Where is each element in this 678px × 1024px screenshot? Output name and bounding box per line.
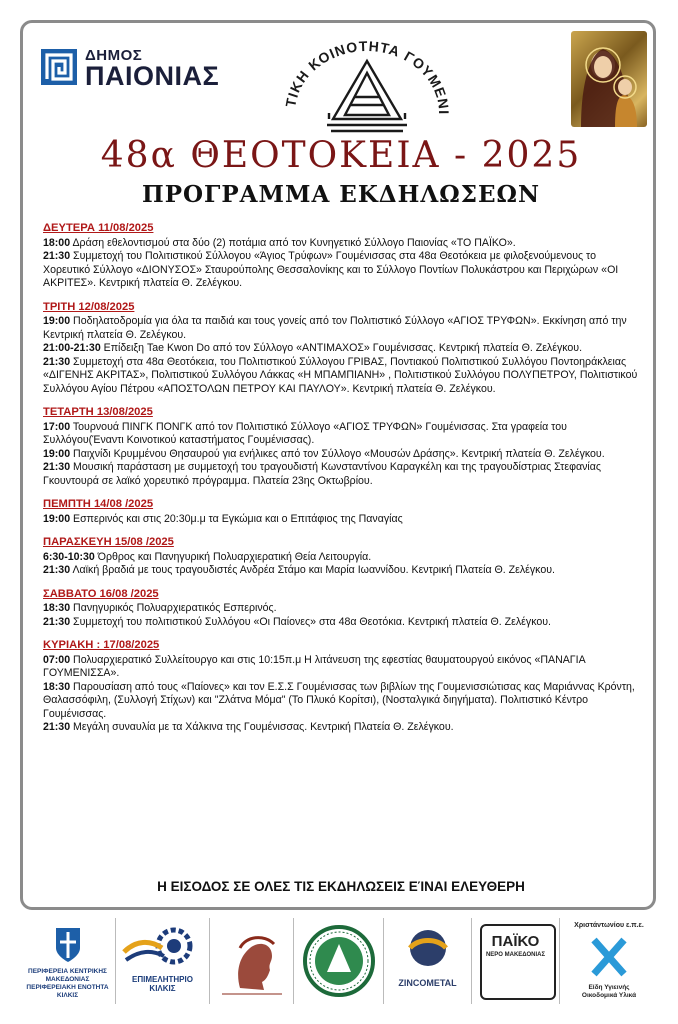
day-title: ΤΡΙΤΗ 12/08/2025 — [43, 300, 135, 313]
meander-icon — [39, 45, 79, 91]
day-title: ΠΑΡΑΣΚΕΥΗ 15/08 /2025 — [43, 536, 174, 548]
sponsor-paiko-sub: ΝΕΡΟ ΜΑΚΕΔΟΝΙΑΣ — [485, 952, 546, 958]
sponsor-cultural-association — [294, 918, 384, 1004]
sponsor-cultural-club — [210, 918, 294, 1004]
event: 18:30 Πανηγυρικός Πολυαρχιερατικός Εσπερινός. — [43, 602, 277, 614]
sponsor-paiko — [472, 918, 560, 1004]
gear-icon — [116, 918, 210, 974]
day-thursday — [43, 498, 639, 526]
event: 21:30 Μεγάλη συναυλία με τα Χάλκινα της Γουμένισσας. Κεντρική Πλατεία Θ. Ζελέγκου. — [43, 721, 454, 733]
poster — [20, 20, 656, 910]
sponsor-paiko-name: ΠΑΪΚΟ — [491, 933, 540, 950]
virgin-mary-icon — [571, 31, 647, 127]
day-monday — [43, 222, 639, 291]
event: 21:30 Συμμετοχή του Πολιτιστικού Σύλλογου «Άγιος Τρύφων» Γουμένισσας στα 48α Θεοτόκεια με φιλοξενούμενους το Χορευτικό Σύλλογο «ΔΙΟΝΥΣΟΣ» Σταυρούπολης Θεσσαλονίκης και το Σύλλογο Ποντίων Πολυκάστρου και Περιχώρων «ΟΙ ΑΚΡΙΤΕΣ». Κεντρική πλατεία Θ. Ζελέγκου. — [43, 250, 619, 289]
program-subtitle: ΠΡΟΓΡΑΜΜΑ ΕΚΔΗΛΩΣΕΩΝ — [142, 181, 540, 208]
x-logo-icon — [560, 932, 658, 982]
event: 18:00 Δράση εθελοντισμού στα δύο (2) ποτάμια από τον Κυνηγετικό Σύλλογο Παιονίας «ΤΟ ΠΑΪΚΟ». — [43, 236, 516, 249]
event: 17:00 Τουρνουά ΠΙΝΓΚ ΠΟΝΓΚ από τον Πολιτιστικό Σύλλογο «ΑΓΙΟΣ ΤΡΥΦΩΝ» Γουμένισσας. Στα γραφεία του Συλλόγου(Έναντι Κοινοτικού καταστήματος Γουμένισσας). — [43, 420, 567, 446]
day-sunday — [43, 639, 639, 735]
event: 21:30 Λαϊκή βραδιά με τους τραγουδιστές Ανδρέα Στάμο και Μαρία Ιωαννίδου. Κεντρική Πλατεία Θ. Ζελέγκου. — [43, 564, 555, 576]
event: 18:30 Παρουσίαση από τους «Παίονες» και τον Ε.Σ.Σ Γουμένισσας των βιβλίων της Γουμενισσιώτισας κας Μαριάννας Κρόντη, Θαλασσόφιλη, (Συλλογή Στίχων) και "Ζλάτνα Μόμα" (Το Πλυκό Κορίτσι), (Νοσταλγικά διηγήματα). Πολιτιστικό Κέντρο Γουμένισσας. — [43, 680, 635, 720]
profile-head-icon — [210, 918, 294, 1004]
day-title: ΔΕΥΤΕΡΑ 11/08/2025 — [43, 222, 154, 234]
event: 21:30 Συμμετοχή του πολιτιστικού Συλλόγου «Οι Παίονες» στα 48α Θεοτόκια. Κεντρική πλατεία Θ. Ζελέγκου. — [43, 615, 551, 628]
sponsor-chamber-city: ΚΙΛΚΙΣ — [149, 984, 176, 993]
event: 21:30 Μουσική παράσταση με συμμετοχή του τραγουδιστή Κωνσταντίνου Καραγκέλη και της τραγουδίστριας Στεφανίας Γκουντουρά σε λαϊκό χορευτικό πρόγραμμα. Πλατεία 23ης Οκτωβρίου. — [43, 461, 601, 487]
event: 6:30-10:30 Όρθρος και Πανηγυρική Πολυαρχιερατική Θεία Λειτουργία. — [43, 550, 372, 563]
sponsor-region-line: ΠΕΡΙΦΕΡΕΙΑ ΚΕΝΤΡΙΚΗΣ — [28, 968, 107, 975]
sponsor-chamber — [116, 918, 210, 1004]
sponsor-xristantoniou — [560, 918, 658, 1004]
sponsor-region-line: ΚΙΛΚΙΣ — [56, 992, 79, 999]
event: 21:30 Συμμετοχή στα 48α Θεοτόκεια, του Πολιτιστικού Σύλλογου ΓΡΙΒΑΣ, Ποντιακού Πολιτιστικού Συλλόγου Ποντοηράκλειας «ΔΙΓΕΝΗΣ ΑΚΡΙΤΑΣ», Πολιτιστικού Συλλόγου Λάκκας «Η ΜΠΑΜΠΙΑΝΗ» , Πολιτιστικού Συλλόγου ΠΟΛΥΠΕΤΡΟΥ, Πολιτιστικού Συλλόγου Αγίου Πέτρου «ΑΠΟΣΤΟΛΩΝ ΠΕΤΡΟΥ ΚΑΙ ΠΑΥΛΟΥ». Κεντρική πλατεία Θ. Ζελέγκου. — [43, 355, 638, 395]
community-logo — [267, 31, 467, 136]
day-wednesday — [43, 406, 639, 488]
day-title: ΠΕΜΠΤΗ 14/08 /2025 — [43, 498, 154, 510]
event: 19:00 Εσπερινός και στις 20:30μ.μ τα Εγκώμια και ο Επιτάφιος της Παναγίας — [43, 512, 403, 525]
sponsor-region-line: ΠΕΡΙΦΕΡΕΙΑΚΗ ΕΝΟΤΗΤΑ — [26, 984, 109, 991]
sponsor-chamber-name: ΕΠΙΜΕΛΗΤΗΡΙΟ — [132, 975, 193, 984]
sponsor-xristantoniou-name: Χριστάντωνίου ε.π.ε. — [574, 922, 644, 929]
page-title: 48α ΘΕΟΤΟΚΕΙΑ - 2025 — [100, 135, 582, 176]
round-seal-icon — [294, 918, 384, 1004]
greek-emblem-icon — [20, 918, 116, 968]
sponsor-region-line: ΜΑΚΕΔΟΝΙΑΣ — [45, 976, 90, 983]
church-icon — [327, 61, 407, 131]
sponsor-xristantoniou-line: Οικοδομικά Υλικά — [581, 992, 637, 999]
day-title: ΤΕΤΑΡΤΗ 13/08/2025 — [43, 406, 153, 418]
sponsor-zincometal — [384, 918, 472, 1004]
zincometal-logo-icon — [384, 918, 472, 978]
dimos-paionias-logo — [39, 45, 239, 101]
free-entry-notice: Η ΕΙΣΟΔΟΣ ΣΕ ΟΛΕΣ ΤΙΣ ΕΚΔΗΛΩΣΕΙΣ ΕΊΝΑΙ ΕΛΕΥΘΕΡΗ — [157, 879, 525, 894]
sponsor-region — [20, 918, 116, 1004]
event: 19:00 Παιχνίδι Κρυμμένου Θησαυρού για ενήλικες από τον Σύλλογο «Μουσών Δράσης». Κεντρική πλατεία Θ. Ζελέγκου. — [43, 447, 605, 460]
sponsor-zincometal-name: ZINCOMETAL — [398, 978, 457, 988]
sponsors-bar — [20, 918, 660, 1004]
day-title: ΚΥΡΙΑΚΗ : 17/08/2025 — [43, 639, 160, 651]
dimos-name: ΠΑΙΟΝΙΑΣ — [85, 61, 220, 91]
day-saturday — [43, 588, 639, 630]
sponsor-xristantoniou-line: Είδη Υγιεινής — [588, 984, 630, 991]
dimos-label: ΔΗΜΟΣ — [85, 47, 143, 64]
day-tuesday — [43, 301, 639, 397]
day-title: ΣΑΒΒΑΤΟ 16/08 /2025 — [43, 587, 159, 600]
event: 19:00 Ποδηλατοδρομία για όλα τα παιδιά και τους γονείς από τον Πολιτιστικό Σύλλογο «ΑΓΙΟΣ ΤΡΥΦΩΝ». Εκκίνηση από την Κεντρική πλατεία Θ. Ζελέγκου. — [43, 315, 627, 341]
event: 07:00 Πολυαρχιερατικό Συλλείτουργο και στις 10:15π.μ Η λιτάνευση της εφεστίας θαυματουργού εικόνος «ΠΑΝΑΓΙΑ ΓΟΥΜΕΝΙΣΣΑ». — [43, 653, 586, 679]
schedule — [43, 222, 639, 745]
event: 21:00-21:30 Επίδειξη Tae Kwon Do από τον Σύλλογο «ΑΝΤΙΜΑΧΟΣ» Γουμένισσας. Κεντρική πλατεία Θ. Ζελέγκου. — [43, 342, 583, 354]
community-arc-text: ΤΙΚΗ ΚΟΙΝΟΤΗΤΑ ΓΟΥΜΕΝΙ — [282, 37, 453, 116]
day-friday — [43, 536, 639, 578]
